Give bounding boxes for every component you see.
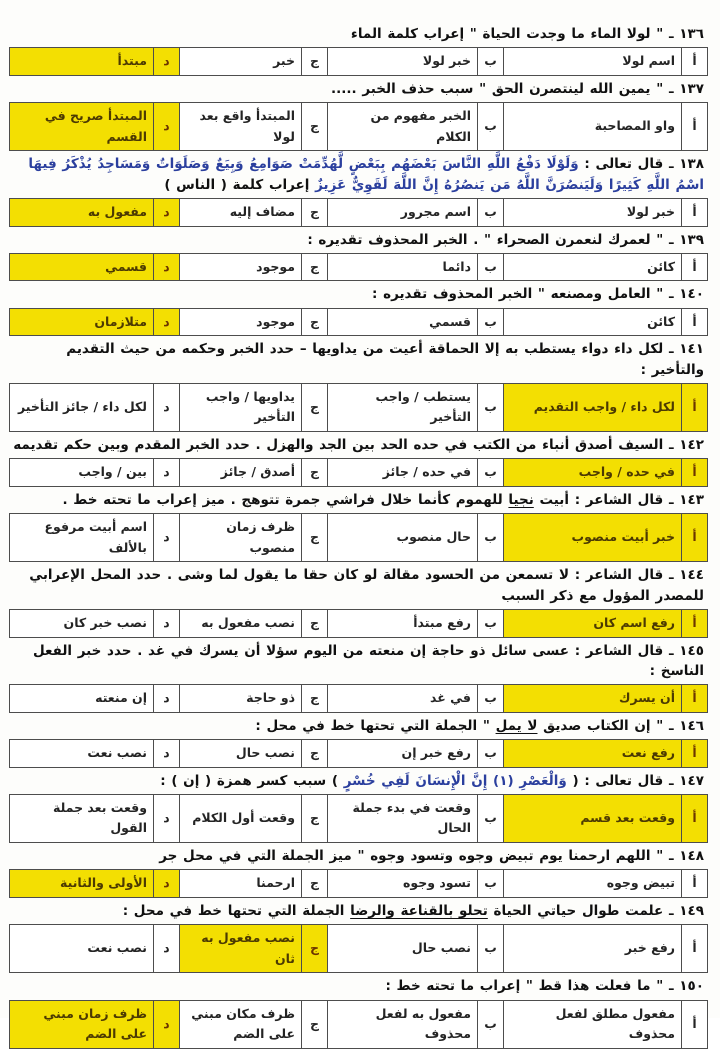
option-cell-highlighted-answer: لكل داء / واجب التقديم <box>504 383 682 431</box>
question-text <box>10 565 704 606</box>
question-text <box>10 230 704 250</box>
option-cell: الخبر مفهوم من الكلام <box>328 103 478 151</box>
answers-row <box>10 925 708 973</box>
option-letter-cell: ج <box>302 48 328 76</box>
question-block <box>10 490 708 563</box>
option-cell: بين / واجب <box>10 459 154 487</box>
option-letter-cell: أ <box>682 1000 708 1048</box>
question-block <box>10 154 708 226</box>
option-cell: ظرف مكان مبني على الضم <box>180 1000 302 1048</box>
option-cell-highlighted-answer: الأولى والثانية <box>10 870 154 898</box>
answers-row <box>10 739 708 767</box>
question-phrase: قال تعالى : ( <box>566 772 664 789</box>
underlined-phrase: لا يمل <box>495 717 538 734</box>
option-letter-cell: د <box>154 870 180 898</box>
option-letter-cell: د <box>154 383 180 431</box>
question-text <box>10 716 704 736</box>
answers-row <box>10 103 708 151</box>
question-number: ١٣٩ ـ <box>663 231 704 248</box>
option-cell-highlighted-answer: المبتدأ صريح في القسم <box>10 103 154 151</box>
answers-table <box>9 609 708 638</box>
option-cell-highlighted-answer: في حده / واجب <box>504 459 682 487</box>
underlined-phrase: نجيا <box>508 491 534 508</box>
question-text <box>10 24 704 44</box>
option-letter-cell: ج <box>302 253 328 281</box>
question-phrase: علمت طوال حياتي الحياة <box>487 902 664 919</box>
answers-table <box>9 47 708 76</box>
question-block <box>10 339 708 432</box>
option-letter-cell: ب <box>478 308 504 336</box>
answers-table <box>9 458 708 487</box>
option-letter-cell: ب <box>478 870 504 898</box>
answers-row <box>10 253 708 281</box>
option-letter-cell: ج <box>302 383 328 431</box>
question-block <box>10 24 708 76</box>
option-cell-highlighted-answer: رفع نعت <box>504 739 682 767</box>
question-phrase: لكل داء دواء يستطب به إلا الحماقة أعيت من يداويها – حدد الخبر وحكمه من حيث التقديم والتأخير : <box>66 341 704 378</box>
answers-row <box>10 609 708 637</box>
option-letter-cell: ب <box>478 925 504 973</box>
option-letter-cell: د <box>154 459 180 487</box>
option-letter-cell: ب <box>478 253 504 281</box>
option-cell: مفعول به لفعل محذوف <box>328 1000 478 1048</box>
question-block <box>10 976 708 1049</box>
option-cell: اسم مجرور <box>328 198 478 226</box>
answers-table <box>9 869 708 898</box>
option-letter-cell: ج <box>302 103 328 151</box>
option-letter-cell: ج <box>302 739 328 767</box>
option-letter-cell: أ <box>682 685 708 713</box>
option-cell: رفع خبر <box>504 925 682 973</box>
option-letter-cell: ب <box>478 685 504 713</box>
answers-table <box>9 253 708 282</box>
option-cell: لكل داء / جائز التأخير <box>10 383 154 431</box>
option-letter-cell: د <box>154 253 180 281</box>
option-cell: نصب مفعول به <box>180 609 302 637</box>
question-block <box>10 846 708 898</box>
option-cell: وقعت أول الكلام <box>180 794 302 842</box>
question-number: ١٤٧ ـ <box>663 772 704 789</box>
answers-table <box>9 308 708 337</box>
option-cell: ذو حاجة <box>180 685 302 713</box>
option-cell: تبيض وجوه <box>504 870 682 898</box>
option-cell: مضاف إليه <box>180 198 302 226</box>
question-block <box>10 230 708 282</box>
option-letter-cell: ج <box>302 609 328 637</box>
option-cell: خبر لولا <box>328 48 478 76</box>
question-number: ١٤٠ ـ <box>663 286 704 303</box>
question-phrase: ) سبب كسر همزة ( إن ) : <box>160 772 344 789</box>
option-cell-highlighted-answer: خبر أبيت منصوب <box>504 514 682 562</box>
question-text <box>10 79 704 99</box>
answers-table <box>9 924 708 973</box>
answers-row <box>10 685 708 713</box>
option-cell: نصب خبر كان <box>10 609 154 637</box>
underlined-phrase: تحلو بالقناعة والرضا <box>350 902 488 919</box>
answers-table <box>9 794 708 843</box>
question-phrase: السيف أصدق أنباء من الكتب في حده الحد بين الجد والهزل . حدد الخبر المقدم وبين حكم تقديمه <box>13 437 664 453</box>
question-text <box>10 846 704 866</box>
option-letter-cell: ب <box>478 48 504 76</box>
option-cell: مفعول مطلق لفعل محذوف <box>504 1000 682 1048</box>
question-phrase: " اللهم ارحمنا يوم تبيض وجوه وتسود وجوه " ميز الجملة التي في محل جر <box>159 848 664 864</box>
option-cell: موجود <box>180 253 302 281</box>
option-cell-highlighted-answer: متلازمان <box>10 308 154 336</box>
option-cell: أصدق / جائز <box>180 459 302 487</box>
option-letter-cell: أ <box>682 383 708 431</box>
question-block <box>10 771 708 844</box>
question-text <box>10 901 704 921</box>
option-cell: تسود وجوه <box>328 870 478 898</box>
option-cell: في حده / جائز <box>328 459 478 487</box>
question-phrase: للهموم كأنما خلال فراشي جمرة تتوهج . ميز إعراب ما تحته خط . <box>62 491 509 508</box>
question-phrase: قال الشاعر : أبيت <box>533 491 664 508</box>
option-cell: يستطب / واجب التأخير <box>328 383 478 431</box>
option-letter-cell: د <box>154 48 180 76</box>
answers-row <box>10 48 708 76</box>
option-letter-cell: ب <box>478 198 504 226</box>
answers-table <box>9 198 708 227</box>
option-cell: يداويها / واجب التأخير <box>180 383 302 431</box>
question-number: ١٣٧ ـ <box>663 80 704 97</box>
option-cell-highlighted-answer: ظرف زمان مبني على الضم <box>10 1000 154 1048</box>
option-cell: نصب نعت <box>10 925 154 973</box>
answers-table <box>9 383 708 432</box>
option-cell: اسم أبيت مرفوع بالألف <box>10 514 154 562</box>
option-cell: ظرف زمان منصوب <box>180 514 302 562</box>
answers-row <box>10 383 708 431</box>
answers-row <box>10 794 708 842</box>
option-cell-highlighted-answer: نصب مفعول به ثان <box>180 925 302 973</box>
question-number: ١٤٥ ـ <box>663 642 704 659</box>
option-letter-cell: أ <box>682 48 708 76</box>
option-cell: قسمي <box>328 308 478 336</box>
answers-table <box>9 102 708 151</box>
option-cell: نصب حال <box>180 739 302 767</box>
option-letter-cell: أ <box>682 459 708 487</box>
question-number: ١٤٢ ـ <box>663 437 704 453</box>
option-letter-cell: د <box>154 685 180 713</box>
option-letter-cell: أ <box>682 870 708 898</box>
option-letter-cell: د <box>154 609 180 637</box>
question-phrase: الجملة التي تحتها خط في محل : <box>122 902 351 919</box>
answers-table <box>9 513 708 562</box>
question-number: ١٤٣ ـ <box>663 491 704 508</box>
option-cell: خبر <box>180 48 302 76</box>
question-number: ١٤٨ ـ <box>663 848 704 864</box>
question-number: ١٥٠ ـ <box>663 978 704 995</box>
question-phrase: " يمين الله لينتصرن الحق " سبب حذف الخبر ..... <box>331 80 664 97</box>
option-cell: كائن <box>504 308 682 336</box>
option-cell: دائما <box>328 253 478 281</box>
option-cell: نصب نعت <box>10 739 154 767</box>
option-letter-cell: ج <box>302 685 328 713</box>
question-phrase: " إن الكتاب صديق <box>537 717 664 734</box>
question-text <box>10 435 704 455</box>
option-cell-highlighted-answer: مبتدأ <box>10 48 154 76</box>
option-cell: إن منعته <box>10 685 154 713</box>
option-cell: ارحمنا <box>180 870 302 898</box>
answers-table <box>9 1000 708 1049</box>
question-block <box>10 79 708 152</box>
option-cell: في غد <box>328 685 478 713</box>
option-cell-highlighted-answer: وقعت بعد قسم <box>504 794 682 842</box>
answers-table <box>9 739 708 768</box>
answers-row <box>10 198 708 226</box>
answers-row <box>10 459 708 487</box>
question-phrase: قال الشاعر : لا تسمعن من الحسود مقالة لو كان حقا ما يقول لما وشى . حدد المحل الإعرابي للمصدر المؤول مع ذكر السبب <box>29 567 704 604</box>
question-block <box>10 284 708 336</box>
option-letter-cell: د <box>154 1000 180 1048</box>
option-letter-cell: أ <box>682 308 708 336</box>
option-cell: وقعت في بدء جملة الحال <box>328 794 478 842</box>
option-cell: كائن <box>504 253 682 281</box>
option-letter-cell: ج <box>302 925 328 973</box>
question-phrase: " ما فعلت هذا قط " إعراب ما تحته خط : <box>385 978 664 995</box>
option-letter-cell: ب <box>478 794 504 842</box>
option-letter-cell: أ <box>682 198 708 226</box>
question-number: ١٣٨ ـ <box>663 156 704 173</box>
question-text <box>10 339 704 380</box>
question-text <box>10 641 704 682</box>
option-letter-cell: ب <box>478 514 504 562</box>
quiz-container <box>10 24 708 1049</box>
option-letter-cell: أ <box>682 794 708 842</box>
option-letter-cell: أ <box>682 609 708 637</box>
option-letter-cell: أ <box>682 739 708 767</box>
answers-row <box>10 308 708 336</box>
question-number: ١٣٦ ـ <box>663 26 704 42</box>
option-letter-cell: ب <box>478 383 504 431</box>
option-letter-cell: ج <box>302 459 328 487</box>
question-number: ١٤٤ ـ <box>663 567 704 584</box>
question-phrase: قال تعالى : <box>578 156 664 173</box>
question-block <box>10 435 708 487</box>
question-block <box>10 716 708 768</box>
option-letter-cell: أ <box>682 103 708 151</box>
option-cell: المبتدأ واقع بعد لولا <box>180 103 302 151</box>
option-letter-cell: أ <box>682 514 708 562</box>
option-letter-cell: ج <box>302 514 328 562</box>
option-letter-cell: د <box>154 514 180 562</box>
option-letter-cell: ج <box>302 870 328 898</box>
answers-row <box>10 514 708 562</box>
option-letter-cell: ب <box>478 1000 504 1048</box>
option-letter-cell: د <box>154 925 180 973</box>
option-letter-cell: د <box>154 103 180 151</box>
option-letter-cell: ب <box>478 739 504 767</box>
quran-verse: وَالْعَصْرِ (١) إِنَّ الْإِنسَانَ لَفِي خُسْرٍ <box>343 772 567 789</box>
question-phrase: " الجملة التي تحتها خط في محل : <box>255 717 496 734</box>
question-phrase: " العامل ومصنعه " الخبر المحذوف تقديره : <box>372 286 664 303</box>
option-letter-cell: ب <box>478 103 504 151</box>
question-number: ١٤٦ ـ <box>663 717 704 734</box>
option-letter-cell: ج <box>302 308 328 336</box>
option-letter-cell: أ <box>682 253 708 281</box>
question-text <box>10 771 704 791</box>
option-letter-cell: د <box>154 308 180 336</box>
option-cell: رفع خبر إن <box>328 739 478 767</box>
question-block <box>10 565 708 637</box>
option-cell: حال منصوب <box>328 514 478 562</box>
option-cell: واو المصاحبة <box>504 103 682 151</box>
answers-row <box>10 1000 708 1048</box>
question-number: ١٤٩ ـ <box>663 902 704 919</box>
option-letter-cell: د <box>154 739 180 767</box>
question-block <box>10 901 708 974</box>
question-text <box>10 976 704 996</box>
option-letter-cell: ج <box>302 198 328 226</box>
option-cell: نصب حال <box>328 925 478 973</box>
option-cell: اسم لولا <box>504 48 682 76</box>
question-phrase: إعراب كلمة ( الناس ) <box>164 176 316 193</box>
question-text <box>10 154 704 195</box>
option-letter-cell: ج <box>302 1000 328 1048</box>
option-letter-cell: أ <box>682 925 708 973</box>
option-cell: رفع مبتدأ <box>328 609 478 637</box>
option-cell: وقعت بعد جملة القول <box>10 794 154 842</box>
question-number: ١٤١ ـ <box>663 341 704 358</box>
question-phrase: " لولا الماء ما وجدت الحياة " إعراب كلمة الماء <box>350 26 664 42</box>
answers-table <box>9 684 708 713</box>
option-letter-cell: ب <box>478 459 504 487</box>
answers-row <box>10 870 708 898</box>
option-letter-cell: ب <box>478 609 504 637</box>
quran-verse: وَلَوْلَا دَفْعُ اللَّهِ النَّاسَ بَعْضَهُم بِبَعْضٍ لَّهُدِّمَتْ صَوَامِعُ وَبِيَعٌ وَصَلَوَاتٌ وَمَسَاجِدُ يُذْكَرُ فِيهَا اسْمُ اللَّهِ كَثِيرًا وَلَيَنصُرَنَّ اللَّهُ مَن يَنصُرُهُ إِنَّ اللَّهَ لَقَوِيٌّ عَزِيزٌ <box>28 156 704 193</box>
option-cell-highlighted-answer: رفع اسم كان <box>504 609 682 637</box>
question-text <box>10 490 704 510</box>
question-phrase: قال الشاعر : عسى سائل ذو حاجة إن منعته من اليوم سؤلا أن يسرك في غد . حدد خبر الفعل الناسخ : <box>32 642 704 679</box>
option-cell: موجود <box>180 308 302 336</box>
option-cell-highlighted-answer: أن يسرك <box>504 685 682 713</box>
option-letter-cell: د <box>154 794 180 842</box>
question-phrase: " لعمرك لنعمرن الصحراء " . الخبر المحذوف تقديره : <box>307 231 664 248</box>
option-cell: خبر لولا <box>504 198 682 226</box>
option-letter-cell: د <box>154 198 180 226</box>
option-cell-highlighted-answer: قسمي <box>10 253 154 281</box>
option-cell-highlighted-answer: مفعول به <box>10 198 154 226</box>
question-block <box>10 641 708 713</box>
option-letter-cell: ج <box>302 794 328 842</box>
question-text <box>10 284 704 304</box>
